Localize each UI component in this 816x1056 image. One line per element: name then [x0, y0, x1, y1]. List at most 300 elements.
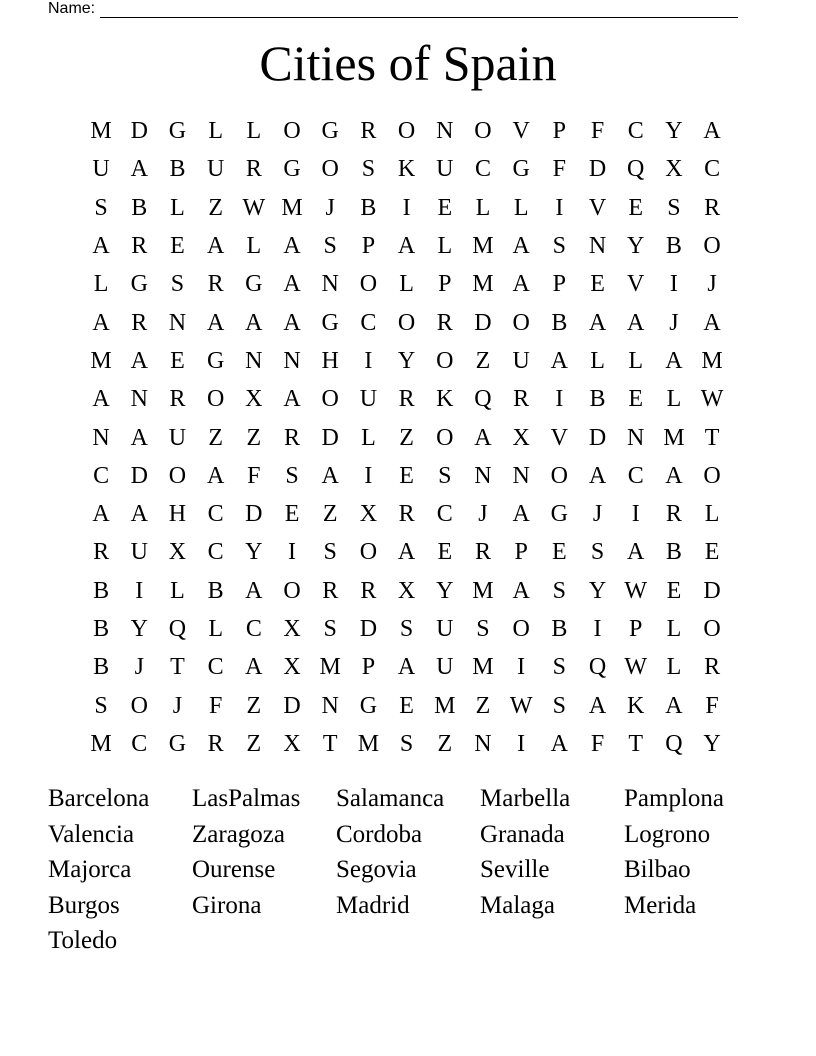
grid-letter[interactable]: H: [168, 501, 187, 528]
grid-letter[interactable]: C: [93, 462, 110, 489]
grid-letter[interactable]: A: [130, 156, 148, 183]
grid-letter[interactable]: U: [512, 347, 530, 374]
grid-letter[interactable]: P: [361, 233, 376, 260]
grid-letter[interactable]: C: [704, 156, 721, 183]
grid-letter[interactable]: Y: [245, 539, 263, 566]
grid-letter[interactable]: L: [666, 654, 682, 681]
grid-letter[interactable]: A: [397, 539, 416, 566]
grid-letter[interactable]: R: [398, 386, 415, 413]
grid-letter[interactable]: B: [665, 233, 682, 260]
grid-letter[interactable]: L: [590, 347, 605, 374]
grid-letter[interactable]: L: [399, 271, 414, 298]
grid-letter[interactable]: F: [247, 462, 261, 489]
grid-letter[interactable]: G: [206, 347, 225, 374]
grid-letter[interactable]: R: [322, 577, 339, 604]
grid-letter[interactable]: R: [93, 539, 110, 566]
grid-letter[interactable]: N: [245, 347, 263, 374]
grid-letter[interactable]: M: [90, 347, 112, 374]
grid-letter[interactable]: N: [321, 692, 339, 719]
grid-letter[interactable]: A: [665, 462, 683, 489]
grid-letter[interactable]: K: [627, 692, 645, 719]
grid-letter[interactable]: Z: [208, 194, 223, 221]
grid-letter[interactable]: L: [437, 233, 453, 260]
grid-letter[interactable]: A: [512, 501, 530, 528]
grid-letter[interactable]: N: [92, 424, 110, 451]
grid-letter[interactable]: N: [627, 424, 645, 451]
grid-letter[interactable]: O: [436, 347, 454, 374]
grid-letter[interactable]: J: [669, 309, 679, 336]
grid-letter[interactable]: Y: [627, 233, 645, 260]
grid-letter[interactable]: X: [168, 539, 187, 566]
grid-letter[interactable]: G: [321, 309, 339, 336]
grid-letter[interactable]: Q: [627, 156, 645, 183]
grid-letter[interactable]: C: [627, 118, 644, 145]
grid-letter[interactable]: O: [474, 118, 492, 145]
grid-letter[interactable]: O: [512, 309, 530, 336]
grid-letter[interactable]: C: [131, 730, 148, 757]
grid-letter[interactable]: S: [323, 616, 337, 642]
grid-letter[interactable]: X: [665, 156, 683, 183]
grid-letter[interactable]: E: [552, 539, 567, 566]
grid-letter[interactable]: S: [170, 271, 185, 298]
grid-letter[interactable]: R: [398, 501, 415, 528]
grid-letter[interactable]: A: [283, 309, 301, 336]
grid-letter[interactable]: T: [628, 730, 644, 757]
grid-letter[interactable]: S: [361, 156, 376, 183]
grid-letter[interactable]: M: [90, 730, 112, 757]
grid-letter[interactable]: O: [512, 616, 530, 642]
grid-letter[interactable]: I: [517, 654, 526, 681]
grid-letter[interactable]: R: [131, 233, 148, 260]
grid-letter[interactable]: D: [588, 424, 607, 451]
grid-letter[interactable]: N: [130, 386, 148, 413]
grid-letter[interactable]: S: [552, 654, 567, 681]
grid-letter[interactable]: G: [283, 156, 301, 183]
grid-letter[interactable]: A: [321, 462, 339, 489]
grid-letter[interactable]: C: [627, 462, 644, 489]
grid-letter[interactable]: A: [130, 347, 148, 374]
grid-letter[interactable]: S: [476, 616, 490, 642]
grid-letter[interactable]: A: [245, 654, 263, 681]
word-list-item: Burgos: [48, 891, 120, 919]
grid-letter[interactable]: C: [436, 501, 453, 528]
grid-letter[interactable]: O: [321, 156, 339, 183]
grid-letter[interactable]: F: [705, 692, 719, 719]
grid-letter[interactable]: S: [590, 539, 605, 566]
grid-letter[interactable]: S: [285, 462, 299, 489]
grid-letter[interactable]: M: [357, 730, 380, 757]
grid-letter[interactable]: U: [359, 386, 378, 413]
grid-letter[interactable]: Z: [399, 424, 414, 451]
grid-letter[interactable]: A: [474, 424, 492, 451]
grid-letter[interactable]: S: [94, 194, 108, 221]
grid-letter[interactable]: A: [588, 309, 607, 336]
grid-letter[interactable]: V: [627, 271, 645, 298]
grid-letter[interactable]: G: [168, 730, 187, 757]
grid-letter[interactable]: A: [92, 386, 110, 413]
grid-letter[interactable]: D: [283, 692, 301, 719]
grid-letter[interactable]: O: [550, 462, 569, 489]
grid-letter[interactable]: I: [517, 730, 526, 757]
grid-letter[interactable]: O: [397, 118, 416, 145]
grid-letter[interactable]: A: [206, 309, 225, 336]
grid-letter[interactable]: W: [624, 577, 648, 604]
grid-letter[interactable]: T: [704, 424, 720, 451]
grid-letter[interactable]: D: [588, 156, 607, 183]
grid-letter[interactable]: J: [134, 654, 144, 681]
grid-letter[interactable]: L: [170, 194, 185, 221]
grid-letter[interactable]: L: [361, 424, 376, 451]
grid-letter[interactable]: G: [512, 156, 530, 183]
grid-letter[interactable]: W: [242, 194, 266, 221]
grid-row: [82, 380, 731, 418]
grid-letter[interactable]: A: [283, 233, 301, 260]
grid-letter[interactable]: J: [707, 271, 717, 298]
grid-letter[interactable]: V: [512, 118, 530, 145]
grid-letter[interactable]: B: [589, 386, 606, 413]
grid-letter[interactable]: O: [397, 309, 416, 336]
grid-letter[interactable]: M: [472, 271, 494, 298]
grid-letter[interactable]: E: [170, 233, 185, 260]
grid-letter[interactable]: K: [436, 386, 454, 413]
grid-letter[interactable]: O: [130, 692, 148, 719]
grid-letter[interactable]: N: [474, 730, 492, 757]
grid-letter[interactable]: L: [513, 194, 529, 221]
grid-letter[interactable]: P: [552, 118, 567, 145]
grid-letter[interactable]: T: [322, 730, 338, 757]
grid-letter[interactable]: B: [93, 616, 110, 642]
grid-letter[interactable]: Z: [322, 501, 338, 528]
grid-letter[interactable]: V: [550, 424, 569, 451]
grid-letter[interactable]: S: [438, 462, 452, 489]
grid-row: [82, 342, 731, 380]
grid-letter[interactable]: M: [701, 347, 723, 374]
word-list-item: Granada: [480, 820, 565, 848]
grid-letter[interactable]: F: [590, 118, 605, 145]
grid-letter[interactable]: C: [360, 309, 377, 336]
grid-letter[interactable]: I: [288, 539, 297, 566]
grid-letter[interactable]: M: [472, 233, 494, 260]
grid-letter[interactable]: B: [665, 539, 682, 566]
grid-letter[interactable]: U: [168, 424, 187, 451]
grid-letter[interactable]: L: [628, 347, 644, 374]
grid-row: [82, 725, 731, 763]
grid-letter[interactable]: C: [474, 156, 491, 183]
grid-letter[interactable]: A: [512, 271, 530, 298]
grid-letter[interactable]: P: [629, 616, 643, 642]
grid-letter[interactable]: H: [321, 347, 339, 374]
grid-letter[interactable]: D: [474, 309, 492, 336]
grid-letter[interactable]: A: [92, 309, 110, 336]
grid-letter[interactable]: R: [665, 501, 682, 528]
grid-letter[interactable]: R: [704, 654, 721, 681]
grid-letter[interactable]: A: [130, 424, 148, 451]
grid-letter[interactable]: G: [245, 271, 263, 298]
grid-letter[interactable]: J: [172, 692, 183, 719]
grid-letter[interactable]: M: [472, 577, 494, 604]
grid-letter[interactable]: M: [319, 654, 341, 681]
grid-letter[interactable]: U: [92, 156, 110, 183]
grid-letter[interactable]: A: [627, 309, 645, 336]
grid-letter[interactable]: Z: [246, 424, 262, 451]
grid-letter[interactable]: M: [434, 692, 456, 719]
grid-letter[interactable]: E: [170, 347, 185, 374]
grid-letter[interactable]: E: [399, 692, 414, 719]
grid-letter[interactable]: L: [246, 233, 262, 260]
grid-letter[interactable]: I: [402, 194, 411, 221]
grid-letter[interactable]: A: [283, 271, 301, 298]
grid-letter[interactable]: Q: [665, 730, 683, 757]
grid-letter[interactable]: E: [437, 539, 453, 566]
grid-letter[interactable]: G: [130, 271, 148, 298]
grid-letter[interactable]: A: [512, 577, 530, 604]
grid-letter[interactable]: D: [359, 616, 378, 642]
grid-letter[interactable]: O: [703, 616, 721, 642]
grid-letter[interactable]: L: [666, 386, 682, 413]
grid-letter[interactable]: D: [130, 118, 148, 145]
grid-letter[interactable]: B: [93, 654, 110, 681]
grid-letter[interactable]: E: [628, 386, 644, 413]
grid-letter[interactable]: X: [283, 654, 301, 681]
grid-letter[interactable]: A: [283, 386, 301, 413]
grid-letter[interactable]: M: [663, 424, 685, 451]
grid-letter[interactable]: A: [512, 233, 530, 260]
name-blank-line: [100, 3, 738, 18]
grid-letter[interactable]: B: [207, 577, 224, 604]
grid-letter[interactable]: N: [512, 462, 530, 489]
grid-letter[interactable]: A: [665, 692, 683, 719]
grid-letter[interactable]: P: [514, 539, 528, 566]
grid-letter[interactable]: D: [245, 501, 263, 528]
grid-letter[interactable]: E: [666, 577, 682, 604]
grid-letter[interactable]: R: [169, 386, 186, 413]
grid-letter[interactable]: U: [436, 616, 454, 642]
grid-letter[interactable]: U: [206, 156, 225, 183]
grid-letter[interactable]: G: [321, 118, 339, 145]
grid-letter[interactable]: S: [552, 692, 567, 719]
grid-letter[interactable]: Y: [703, 730, 721, 757]
grid-letter[interactable]: G: [359, 692, 378, 719]
grid-letter[interactable]: A: [245, 309, 263, 336]
word-list-item: Segovia: [336, 856, 417, 884]
grid-letter[interactable]: X: [512, 424, 530, 451]
grid-letter[interactable]: L: [93, 271, 109, 298]
grid-letter[interactable]: J: [325, 194, 335, 221]
grid-letter[interactable]: R: [131, 309, 148, 336]
grid-letter[interactable]: L: [208, 118, 223, 145]
grid-letter[interactable]: E: [437, 194, 453, 221]
grid-letter[interactable]: A: [206, 462, 225, 489]
grid-letter[interactable]: R: [436, 309, 453, 336]
grid-letter[interactable]: I: [555, 194, 564, 221]
grid-letter[interactable]: I: [364, 347, 373, 374]
grid-letter[interactable]: O: [703, 462, 721, 489]
grid-letter[interactable]: T: [170, 654, 185, 681]
grid-letter[interactable]: S: [399, 730, 414, 757]
grid-letter[interactable]: A: [397, 233, 416, 260]
grid-letter[interactable]: Q: [474, 386, 492, 413]
grid-letter[interactable]: O: [359, 271, 378, 298]
grid-letter[interactable]: O: [359, 539, 378, 566]
word-list-item: Valencia: [48, 820, 135, 848]
grid-letter[interactable]: R: [704, 194, 721, 221]
grid-letter[interactable]: I: [669, 271, 678, 298]
grid-letter[interactable]: I: [364, 462, 373, 489]
grid-letter[interactable]: E: [628, 194, 644, 221]
grid-letter[interactable]: Y: [665, 118, 683, 145]
grid-letter[interactable]: E: [399, 462, 414, 489]
grid-letter[interactable]: A: [665, 347, 683, 374]
grid-letter[interactable]: X: [397, 577, 416, 604]
grid-letter[interactable]: W: [624, 654, 648, 681]
grid-letter[interactable]: S: [667, 194, 681, 221]
grid-letter[interactable]: Y: [436, 577, 454, 604]
grid-letter[interactable]: A: [703, 118, 721, 145]
grid-letter[interactable]: S: [94, 692, 108, 719]
grid-letter[interactable]: L: [208, 616, 223, 642]
grid-letter[interactable]: N: [436, 118, 454, 145]
grid-letter[interactable]: B: [551, 616, 568, 642]
grid-letter[interactable]: O: [321, 386, 339, 413]
grid-letter[interactable]: A: [397, 654, 416, 681]
grid-letter[interactable]: C: [245, 616, 262, 642]
grid-letter[interactable]: S: [552, 233, 567, 260]
grid-letter[interactable]: A: [703, 309, 721, 336]
grid-letter[interactable]: O: [436, 424, 454, 451]
grid-letter[interactable]: I: [135, 577, 144, 604]
grid-letter[interactable]: O: [283, 118, 301, 145]
grid-letter[interactable]: E: [590, 271, 605, 298]
grid-letter[interactable]: J: [478, 501, 488, 528]
grid-letter[interactable]: R: [207, 730, 224, 757]
grid-letter[interactable]: O: [168, 462, 187, 489]
grid-letter[interactable]: E: [284, 501, 300, 528]
grid-letter[interactable]: Q: [168, 616, 187, 642]
grid-letter[interactable]: N: [283, 347, 301, 374]
grid-letter[interactable]: O: [283, 577, 301, 604]
grid-letter[interactable]: L: [666, 616, 682, 642]
grid-letter[interactable]: B: [360, 194, 377, 221]
grid-letter[interactable]: O: [206, 386, 225, 413]
grid-letter[interactable]: W: [509, 692, 533, 719]
grid-letter[interactable]: R: [474, 539, 491, 566]
grid-letter[interactable]: S: [323, 233, 337, 260]
grid-letter[interactable]: X: [283, 730, 301, 757]
grid-letter[interactable]: V: [588, 194, 607, 221]
grid-letter[interactable]: E: [704, 539, 720, 566]
grid-letter[interactable]: F: [552, 156, 567, 183]
grid-letter[interactable]: Z: [208, 424, 223, 451]
grid-letter[interactable]: R: [207, 271, 224, 298]
grid-letter[interactable]: A: [245, 577, 263, 604]
grid-letter[interactable]: I: [555, 386, 564, 413]
grid-letter[interactable]: P: [438, 271, 452, 298]
grid-letter[interactable]: G: [168, 118, 187, 145]
grid-letter[interactable]: G: [550, 501, 569, 528]
grid-letter[interactable]: I: [593, 616, 602, 642]
grid-letter[interactable]: C: [207, 654, 224, 681]
grid-letter[interactable]: N: [588, 233, 607, 260]
grid-letter[interactable]: A: [627, 539, 645, 566]
grid-letter[interactable]: A: [92, 233, 110, 260]
grid-letter[interactable]: B: [131, 194, 148, 221]
grid-letter[interactable]: R: [284, 424, 301, 451]
grid-letter[interactable]: U: [130, 539, 148, 566]
grid-letter[interactable]: D: [130, 462, 148, 489]
grid-letter[interactable]: Z: [475, 347, 491, 374]
grid-letter[interactable]: P: [361, 654, 376, 681]
grid-letter[interactable]: R: [360, 118, 377, 145]
grid-letter[interactable]: A: [550, 347, 569, 374]
grid-letter[interactable]: X: [245, 386, 263, 413]
grid-letter[interactable]: R: [513, 386, 530, 413]
grid-letter[interactable]: F: [208, 692, 223, 719]
grid-letter[interactable]: L: [475, 194, 491, 221]
grid-letter[interactable]: A: [550, 730, 569, 757]
grid-letter[interactable]: R: [245, 156, 262, 183]
grid-letter[interactable]: Z: [437, 730, 453, 757]
grid-letter[interactable]: U: [436, 654, 454, 681]
grid-letter[interactable]: P: [552, 271, 567, 298]
grid-letter[interactable]: M: [472, 654, 494, 681]
grid-letter[interactable]: A: [588, 462, 607, 489]
grid-letter[interactable]: I: [631, 501, 640, 528]
grid-letter[interactable]: Q: [588, 654, 607, 681]
grid-letter[interactable]: L: [170, 577, 185, 604]
grid-letter[interactable]: W: [700, 386, 724, 413]
grid-letter[interactable]: X: [359, 501, 378, 528]
grid-letter[interactable]: L: [704, 501, 720, 528]
word-list-item: Madrid: [336, 891, 410, 919]
grid-letter[interactable]: F: [590, 730, 605, 757]
grid-letter[interactable]: J: [592, 501, 603, 528]
grid-letter[interactable]: C: [207, 501, 224, 528]
grid-letter[interactable]: B: [169, 156, 186, 183]
grid-letter[interactable]: X: [283, 616, 301, 642]
grid-letter[interactable]: M: [281, 194, 303, 221]
grid-letter[interactable]: A: [130, 501, 148, 528]
grid-letter[interactable]: L: [246, 118, 262, 145]
word-list-item: Salamanca: [336, 785, 445, 812]
grid-letter[interactable]: N: [168, 309, 187, 336]
grid-letter[interactable]: K: [397, 156, 416, 183]
grid-letter[interactable]: M: [90, 118, 112, 145]
grid-letter[interactable]: Z: [246, 730, 262, 757]
grid-letter[interactable]: S: [552, 577, 567, 604]
grid-letter[interactable]: C: [207, 539, 224, 566]
grid-letter[interactable]: A: [206, 233, 225, 260]
grid-letter[interactable]: Y: [588, 577, 607, 604]
grid-letter[interactable]: R: [360, 577, 377, 604]
grid-letter[interactable]: N: [321, 271, 339, 298]
grid-letter[interactable]: S: [399, 616, 414, 642]
grid-letter[interactable]: A: [588, 692, 607, 719]
grid-letter[interactable]: D: [321, 424, 339, 451]
grid-letter[interactable]: Y: [397, 347, 416, 374]
grid-letter[interactable]: Y: [130, 616, 148, 642]
grid-letter[interactable]: N: [474, 462, 492, 489]
grid-letter[interactable]: S: [323, 539, 337, 566]
grid-letter[interactable]: O: [703, 233, 721, 260]
grid-letter[interactable]: Z: [475, 692, 491, 719]
word-list-item: Girona: [192, 891, 262, 919]
grid-letter[interactable]: B: [93, 577, 110, 604]
grid-letter[interactable]: B: [551, 309, 568, 336]
grid-letter[interactable]: U: [436, 156, 454, 183]
grid-letter[interactable]: A: [92, 501, 110, 528]
grid-letter[interactable]: Z: [246, 692, 262, 719]
grid-letter[interactable]: D: [703, 577, 721, 604]
